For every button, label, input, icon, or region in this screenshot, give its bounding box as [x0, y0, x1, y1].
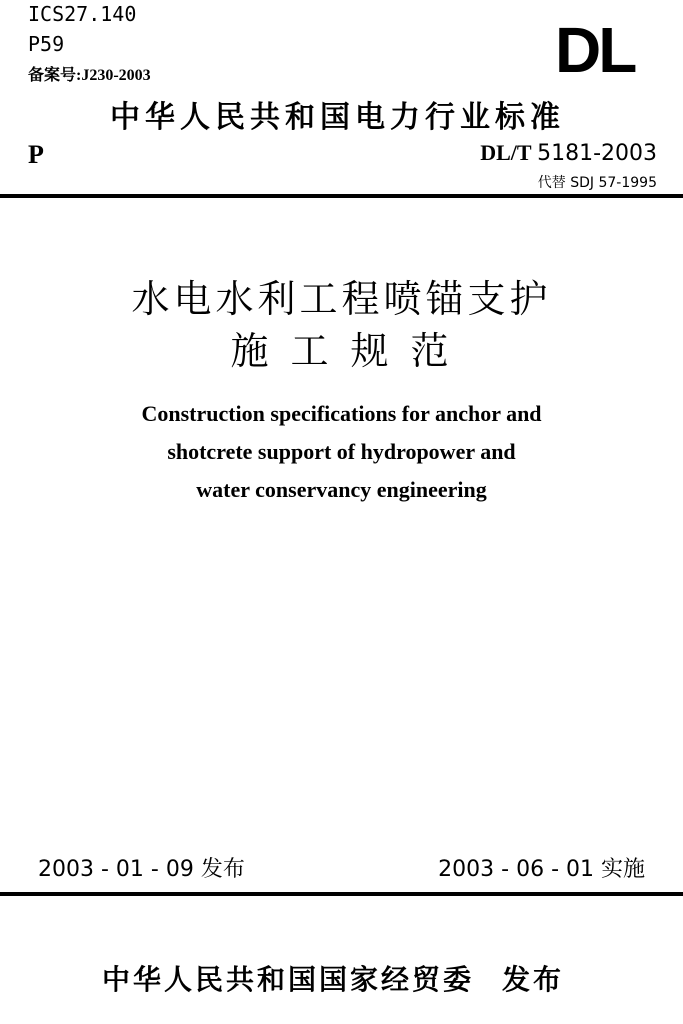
top-divider [0, 194, 683, 198]
classification-code: P59 [28, 32, 65, 56]
dl-logo: DL [555, 14, 635, 86]
chinese-title-line-2: 施工规范 [230, 329, 471, 373]
publisher-line [102, 958, 564, 998]
issue-date: 2003 - 01 - 09 发布 [38, 857, 245, 882]
publish-action: 发布 [502, 965, 565, 996]
english-title-line-3: water conservancy engineering [196, 477, 487, 502]
english-title-line-2: shotcrete support of hydropower and [167, 439, 516, 464]
standard-code: DL/T [480, 140, 532, 165]
standard-number [480, 140, 657, 166]
bottom-divider [0, 892, 683, 896]
chinese-title-line-1: 水电水利工程喷锚支护 [131, 277, 552, 321]
standard-type-title: 中华人民共和国电力行业标准 [110, 101, 565, 134]
standard-num: 5181-2003 [537, 141, 657, 166]
replaces-standard: 代替 SDJ 57-1995 [537, 175, 657, 191]
ics-code: ICS27.140 [28, 2, 137, 26]
category-letter: P [28, 140, 44, 169]
publisher-name: 中华人民共和国国家经贸委 [102, 965, 475, 996]
english-title-line-1: Construction specifications for anchor and [141, 401, 542, 426]
implementation-date: 2003 - 06 - 01 实施 [438, 857, 645, 882]
record-number: 备案号:J230-2003 [28, 67, 151, 84]
